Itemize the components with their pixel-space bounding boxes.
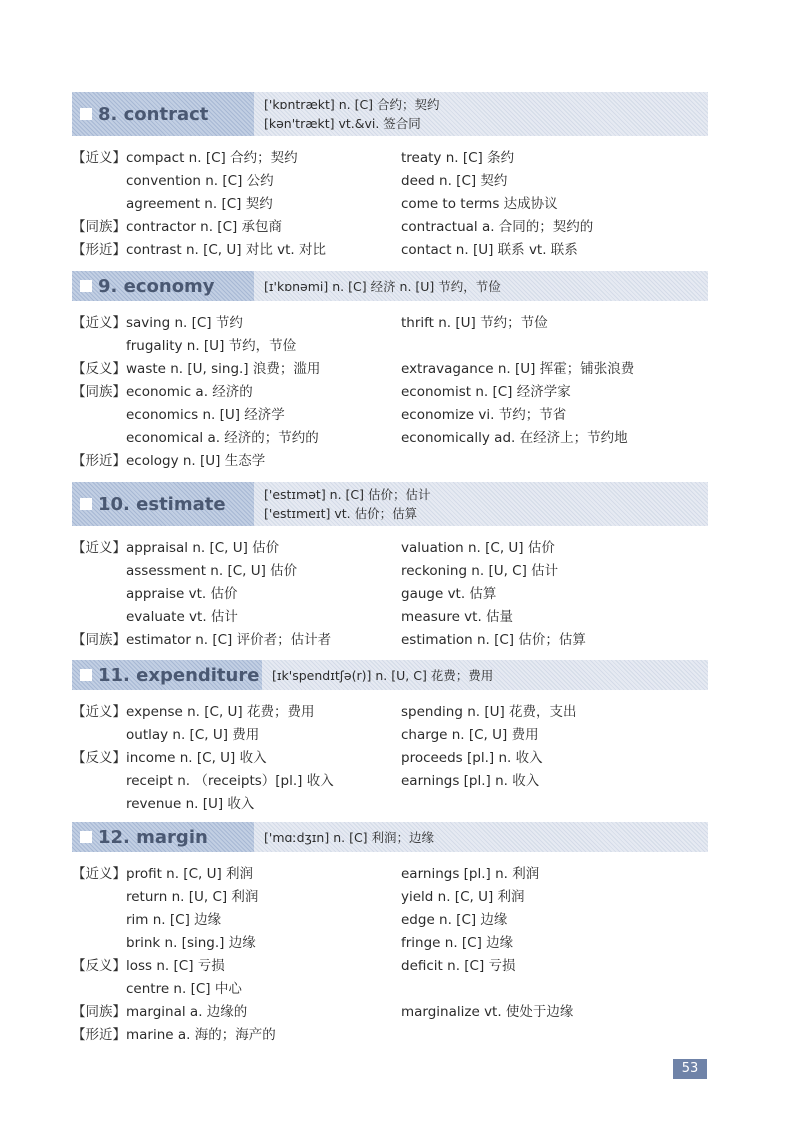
table-row [72, 557, 708, 580]
pronunciation: ['kɒntrækt] n. [C] 合约；契约 [264, 97, 440, 112]
word-left: economics n. [U] 经济学 [126, 406, 285, 423]
word-left: profit n. [C, U] 利润 [126, 865, 254, 882]
word-right: gauge vt. 估算 [401, 585, 497, 602]
entry-rows [72, 698, 708, 813]
entry-rows [72, 309, 708, 470]
pronunciations [254, 828, 434, 847]
table-row [72, 883, 708, 906]
headword-box [72, 92, 254, 136]
square-bullet-icon [80, 669, 92, 681]
row-label: 【同族】 [72, 631, 126, 648]
table-row [72, 626, 708, 649]
row-label: 【形近】 [72, 241, 126, 258]
table-row [72, 580, 708, 603]
entry-margin [72, 822, 708, 1044]
word-left: waste n. [U, sing.] 浪费；滥用 [126, 360, 321, 377]
word-right: come to terms 达成协议 [401, 195, 558, 212]
word-right: estimation n. [C] 估价；估算 [401, 631, 586, 648]
table-row [72, 332, 708, 355]
table-row [72, 906, 708, 929]
word-left: economic a. 经济的 [126, 383, 253, 400]
pronunciations [254, 277, 501, 296]
word-left: outlay n. [C, U] 费用 [126, 726, 260, 743]
table-row [72, 190, 708, 213]
headword: 8. contract [98, 103, 209, 125]
word-right: edge n. [C] 边缘 [401, 911, 508, 928]
word-left: brink n. [sing.] 边缘 [126, 934, 256, 951]
row-label: 【近义】 [72, 865, 126, 882]
table-row [72, 721, 708, 744]
pronunciation: [kən'trækt] vt.&vi. 签合同 [264, 116, 421, 131]
table-row [72, 378, 708, 401]
table-row [72, 355, 708, 378]
word-right: fringe n. [C] 边缘 [401, 934, 514, 951]
table-row [72, 309, 708, 332]
row-label: 【近义】 [72, 539, 126, 556]
headword-box [72, 271, 254, 301]
entry-expenditure [72, 660, 708, 813]
word-right: earnings [pl.] n. 利润 [401, 865, 540, 882]
word-right: thrift n. [U] 节约；节俭 [401, 314, 548, 331]
word-right: reckoning n. [U, C] 估计 [401, 562, 559, 579]
pronunciations [254, 95, 440, 133]
word-right: economically ad. 在经济上；节约地 [401, 429, 628, 446]
word-left: saving n. [C] 节约 [126, 314, 243, 331]
table-row [72, 603, 708, 626]
word-left: estimator n. [C] 评价者；估计者 [126, 631, 332, 648]
entry-header [72, 482, 708, 526]
word-left: assessment n. [C, U] 估价 [126, 562, 298, 579]
row-label: 【反义】 [72, 957, 126, 974]
word-right: treaty n. [C] 条约 [401, 149, 515, 166]
word-left: marine a. 海的；海产的 [126, 1026, 276, 1043]
word-left: receipt n. （receipts）[pl.] 收入 [126, 772, 334, 789]
table-row [72, 975, 708, 998]
table-row [72, 929, 708, 952]
row-label: 【同族】 [72, 218, 126, 235]
table-row [72, 998, 708, 1021]
word-left: revenue n. [U] 收入 [126, 795, 255, 812]
word-left: convention n. [C] 公约 [126, 172, 274, 189]
word-left: evaluate vt. 估计 [126, 608, 238, 625]
word-left: return n. [U, C] 利润 [126, 888, 259, 905]
table-row [72, 698, 708, 721]
table-row [72, 767, 708, 790]
table-row [72, 167, 708, 190]
table-row [72, 534, 708, 557]
table-row [72, 401, 708, 424]
table-row [72, 447, 708, 470]
word-right: valuation n. [C, U] 估价 [401, 539, 555, 556]
row-label: 【形近】 [72, 1026, 126, 1043]
row-label: 【同族】 [72, 383, 126, 400]
word-right: contact n. [U] 联系 vt. 联系 [401, 241, 578, 258]
word-right: proceeds [pl.] n. 收入 [401, 749, 543, 766]
word-left: ecology n. [U] 生态学 [126, 452, 266, 469]
word-right: yield n. [C, U] 利润 [401, 888, 525, 905]
square-bullet-icon [80, 498, 92, 510]
table-row [72, 744, 708, 767]
headword-box [72, 660, 262, 690]
word-left: frugality n. [U] 节约，节俭 [126, 337, 297, 354]
row-label: 【形近】 [72, 452, 126, 469]
word-right: economize vi. 节约；节省 [401, 406, 567, 423]
word-left: income n. [C, U] 收入 [126, 749, 267, 766]
word-left: marginal a. 边缘的 [126, 1003, 248, 1020]
entry-economy [72, 271, 708, 470]
headword-box [72, 822, 254, 852]
entry-header [72, 271, 708, 301]
table-row [72, 1021, 708, 1044]
word-right: earnings [pl.] n. 收入 [401, 772, 540, 789]
headword: 9. economy [98, 275, 215, 297]
row-label: 【近义】 [72, 149, 126, 166]
entry-rows [72, 144, 708, 259]
word-left: loss n. [C] 亏损 [126, 957, 225, 974]
headword: 11. expenditure [98, 664, 260, 686]
entry-header [72, 822, 708, 852]
word-right: deficit n. [C] 亏损 [401, 957, 516, 974]
row-label: 【反义】 [72, 360, 126, 377]
page-number: 53 [673, 1059, 707, 1079]
word-right: deed n. [C] 契约 [401, 172, 508, 189]
pronunciation: [ɪ'kɒnəmi] n. [C] 经济 n. [U] 节约，节俭 [264, 278, 501, 294]
entry-header [72, 92, 708, 136]
word-left: centre n. [C] 中心 [126, 980, 242, 997]
table-row [72, 236, 708, 259]
table-row [72, 144, 708, 167]
table-row [72, 424, 708, 447]
entry-rows [72, 534, 708, 649]
word-left: contractor n. [C] 承包商 [126, 218, 283, 235]
word-right: economist n. [C] 经济学家 [401, 383, 571, 400]
word-left: compact n. [C] 合约；契约 [126, 149, 298, 166]
word-right: charge n. [C, U] 费用 [401, 726, 539, 743]
word-left: agreement n. [C] 契约 [126, 195, 273, 212]
square-bullet-icon [80, 280, 92, 292]
row-label: 【反义】 [72, 749, 126, 766]
table-row [72, 860, 708, 883]
pronunciation: ['estɪmeɪt] vt. 估价；估算 [264, 506, 418, 521]
word-left: economical a. 经济的；节约的 [126, 429, 319, 446]
word-left: appraise vt. 估价 [126, 585, 238, 602]
word-right: extravagance n. [U] 挥霍；铺张浪费 [401, 360, 635, 377]
word-left: expense n. [C, U] 花费；费用 [126, 703, 315, 720]
word-left: contrast n. [C, U] 对比 vt. 对比 [126, 241, 326, 258]
row-label: 【同族】 [72, 1003, 126, 1020]
word-right: marginalize vt. 使处于边缘 [401, 1003, 574, 1020]
headword: 10. estimate [98, 493, 226, 515]
table-row [72, 790, 708, 813]
pronunciations [262, 666, 493, 685]
entry-header [72, 660, 708, 690]
pronunciation: ['mɑːdʒɪn] n. [C] 利润；边缘 [264, 829, 435, 845]
pronunciation: [ɪk'spendɪtʃə(r)] n. [U, C] 花费；费用 [272, 667, 494, 683]
word-right: measure vt. 估量 [401, 608, 514, 625]
row-label: 【近义】 [72, 314, 126, 331]
headword: 12. margin [98, 826, 208, 848]
table-row [72, 213, 708, 236]
square-bullet-icon [80, 108, 92, 120]
entry-contract [72, 92, 708, 259]
word-right: contractual a. 合同的；契约的 [401, 218, 594, 235]
row-label: 【近义】 [72, 703, 126, 720]
headword-box [72, 482, 254, 526]
pronunciations [254, 485, 431, 523]
entry-estimate [72, 482, 708, 649]
word-left: appraisal n. [C, U] 估价 [126, 539, 280, 556]
table-row [72, 952, 708, 975]
entry-rows [72, 860, 708, 1044]
word-left: rim n. [C] 边缘 [126, 911, 222, 928]
square-bullet-icon [80, 831, 92, 843]
pronunciation: ['estɪmət] n. [C] 估价；估计 [264, 487, 431, 502]
word-right: spending n. [U] 花费，支出 [401, 703, 577, 720]
